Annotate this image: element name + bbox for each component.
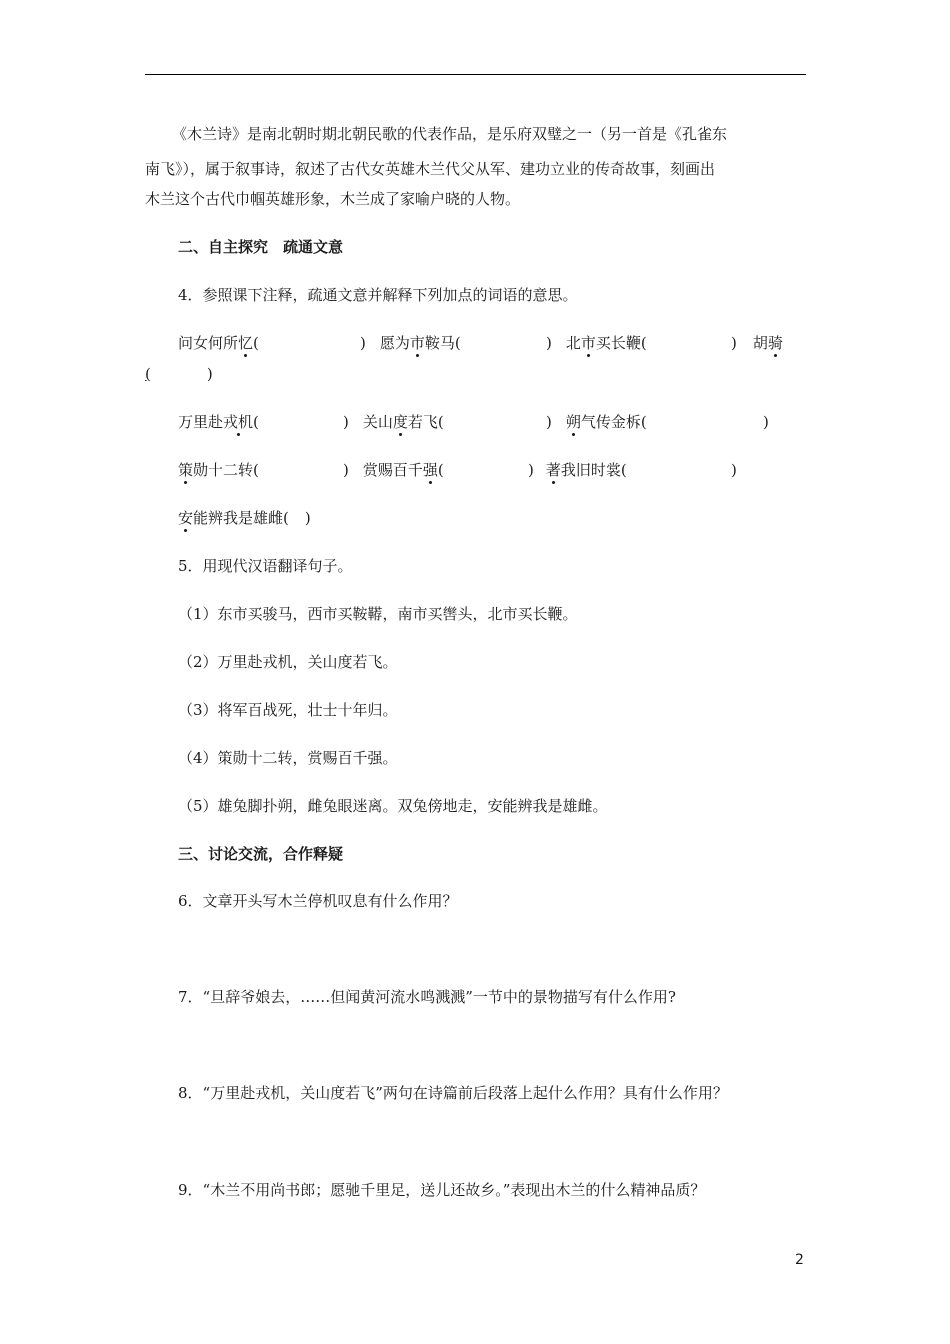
open-paren: ( [145, 365, 151, 383]
q4-item-text: 北 [565, 334, 581, 352]
close-paren: ) [528, 461, 534, 479]
emphasis-char: 度 [392, 413, 408, 431]
close-paren: ) [763, 413, 769, 431]
close-paren: ) [343, 461, 349, 479]
intro-line-3: 木兰这个古代巾帼英雄形象，木兰成了家喻户晓的人物。 [145, 190, 521, 208]
section-3-heading: 三、讨论交流，合作释疑 [178, 845, 344, 863]
q5-sentence-1: （1）东市买骏马，西市买鞍鞯，南市买辔头，北市买长鞭。 [178, 605, 578, 623]
close-paren: ) [360, 334, 366, 352]
q4-item-row-2c [546, 412, 647, 432]
q4-item-row-2d [763, 412, 769, 432]
q5-sentence-5: （5）雄兔脚扑朔，雌兔眼迷离。双兔傍地走，安能辨我是雄雌。 [178, 797, 608, 815]
header-rule [145, 74, 806, 75]
q5-sentence-3: （3）将军百战死，壮士十年归。 [178, 701, 398, 719]
emphasis-char: 市 [580, 334, 596, 352]
intro-line-2: 南飞》），属于叙事诗，叙述了古代女英雄木兰代父从军、建功立业的传奇故事，刻画出 [145, 160, 716, 178]
emphasis-char: 忆 [238, 334, 254, 352]
q4-item-text: 关山 [362, 413, 393, 431]
q4-item-row-1d [731, 333, 783, 353]
emphasis-char: 戎机 [223, 413, 254, 431]
question-8: 8．“万里赴戎机，关山度若飞”两句在诗篇前后段落上起什么作用？具有什么作用？ [178, 1084, 728, 1102]
q4-item-row-3b [343, 460, 444, 480]
question-6: 6．文章开头写木兰停机叹息有什么作用？ [178, 892, 458, 910]
q4-item-text: 愿为 [379, 334, 410, 352]
emphasis-char: 骑 [767, 334, 783, 352]
q4-item-text: 我旧时裳( [560, 461, 627, 479]
question-5-prompt: 5．用现代汉语翻译句子。 [178, 557, 353, 575]
question-7: 7．“旦辞爷娘去，……但闻黄河流水鸣溅溅”一节中的景物描写有什么作用? [178, 988, 676, 1006]
close-paren: ) [546, 413, 552, 431]
open-paren: ( [437, 461, 444, 479]
q5-sentence-2: （2）万里赴戎机，关山度若飞。 [178, 653, 398, 671]
page-number: 2 [795, 1252, 804, 1268]
emphasis-char: 著 [545, 461, 561, 479]
q4-item-text: 问女何所 [178, 334, 239, 352]
intro-line-1: 《木兰诗》是南北朝时期北朝民歌的代表作品，是乐府双璧之一（另一首是《孔雀东 [172, 125, 728, 143]
q4-item-row-1-wrap [145, 364, 213, 384]
q4-item-text: 勋十二转( [193, 461, 259, 479]
close-paren: ) [731, 461, 737, 479]
section-2-heading: 二、自主探究 疏通文意 [178, 238, 344, 256]
q4-item-row-3d [731, 460, 737, 480]
question-9: 9．“木兰不用尚书郎；愿驰千里足，送儿还故乡。”表现出木兰的什么精神品质？ [178, 1181, 706, 1199]
q4-item-row-2a [178, 412, 259, 432]
open-paren: ( [253, 334, 259, 352]
close-paren: ) [731, 334, 737, 352]
q4-item-row-1c [546, 333, 647, 353]
q4-item-text: 赏赐百千 [362, 461, 423, 479]
q4-item-row-2b [343, 412, 444, 432]
close-paren: ) [343, 413, 349, 431]
emphasis-char: 策 [178, 461, 194, 479]
emphasis-char: 强 [422, 461, 438, 479]
question-4-prompt: 4．参照课下注释，疏通文意并解释下列加点的词语的意思。 [178, 286, 578, 304]
q4-item-row-1 [178, 333, 259, 353]
q4-item-row-4 [178, 508, 311, 528]
emphasis-char: 朔 [565, 413, 581, 431]
close-paren: ) [304, 509, 311, 527]
emphasis-char: 安 [178, 509, 194, 527]
open-paren: ( [253, 413, 259, 431]
q4-item-row-3c [528, 460, 627, 480]
close-paren: ) [546, 334, 552, 352]
q4-item-text: 胡 [752, 334, 768, 352]
q5-sentence-4: （4）策勋十二转，赏赐百千强。 [178, 749, 398, 767]
q4-item-row-3a [178, 460, 259, 480]
q4-item-text: 买长鞭( [595, 334, 647, 352]
emphasis-char: 市 [409, 334, 425, 352]
q4-item-text: 气传金柝( [580, 413, 647, 431]
close-paren: ) [206, 365, 213, 383]
q4-item-text: 万里赴 [178, 413, 224, 431]
q4-item-text: 鞍马( [424, 334, 461, 352]
q4-item-row-1b [360, 333, 461, 353]
q4-item-text: 若飞( [407, 413, 444, 431]
q4-item-text: 能辨我是雄雌( [193, 509, 289, 527]
